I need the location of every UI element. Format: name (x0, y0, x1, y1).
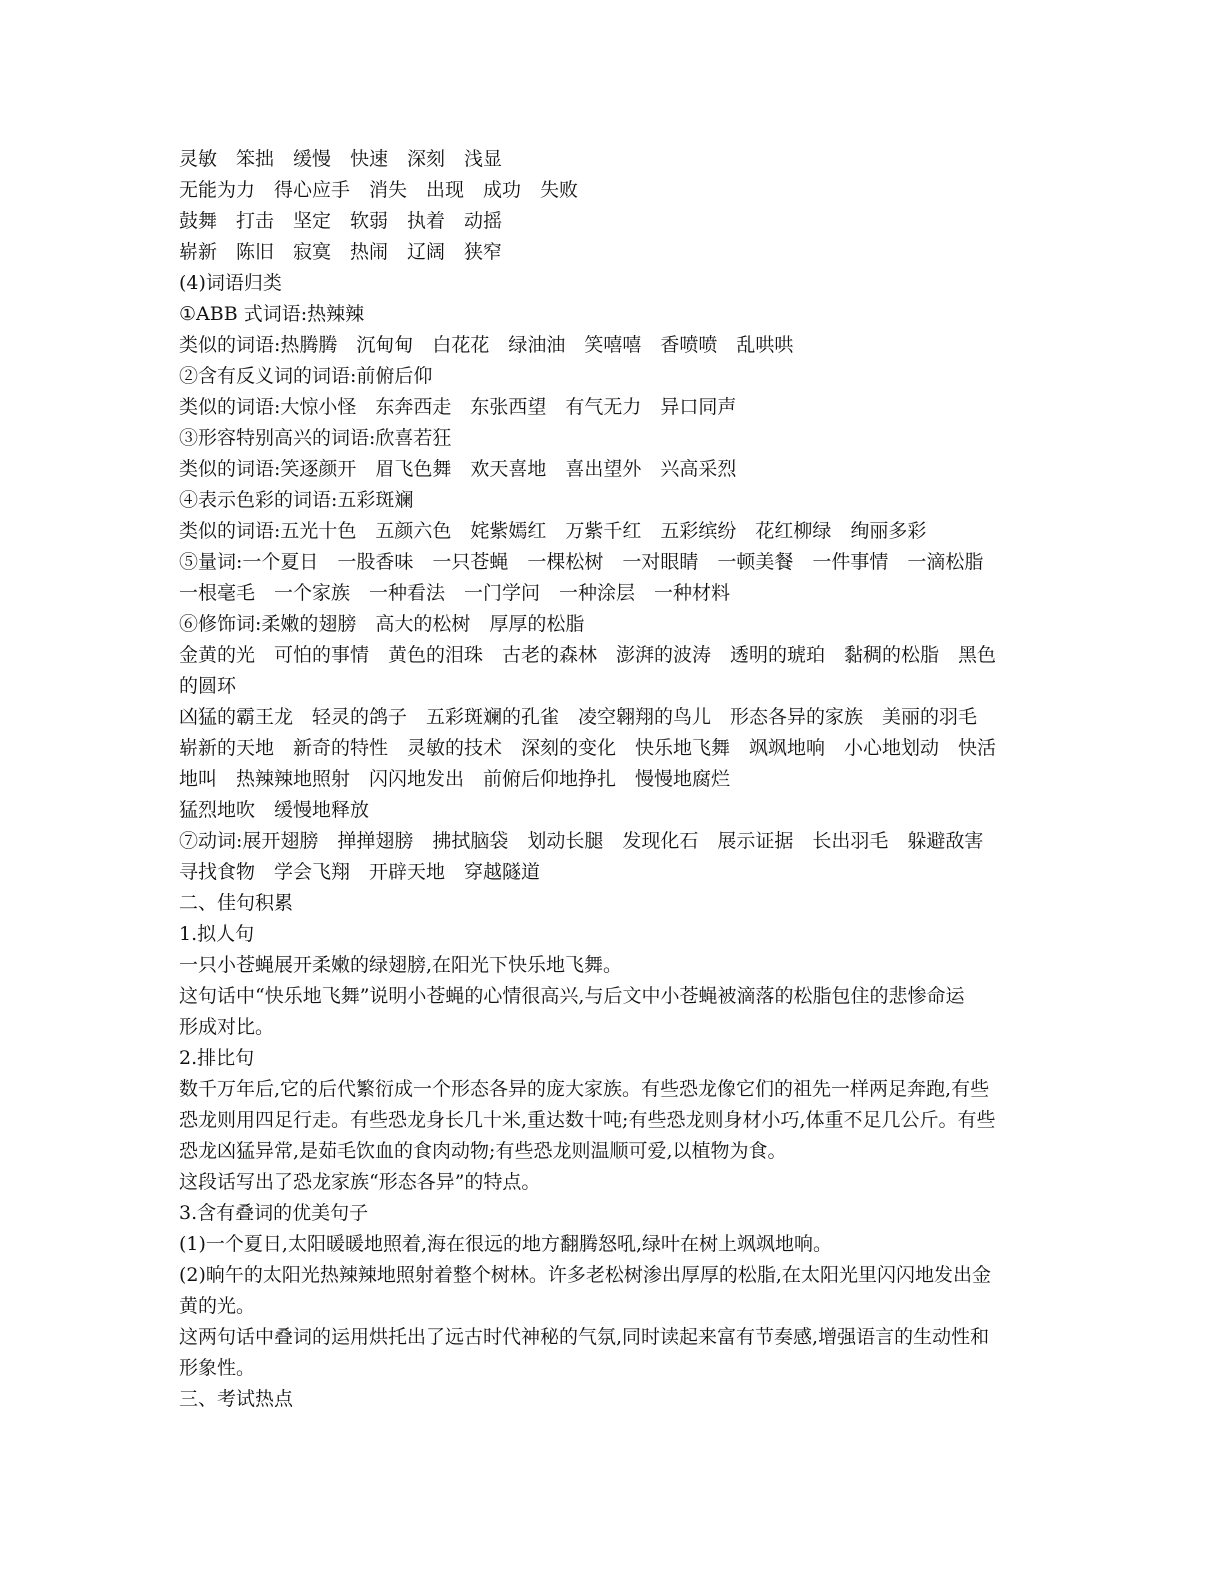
abb-words-heading: ①ABB 式词语:热辣辣 (179, 303, 365, 325)
modifier-words-line-2: 的圆环 (179, 675, 237, 697)
reduplication-note-line-2: 形象性。 (179, 1357, 256, 1379)
modifier-words-line-6: 猛烈地吹 缓慢地释放 (179, 799, 370, 821)
antonym-pairs-line-4: 崭新 陈旧 寂寞 热闹 辽阔 狭窄 (179, 241, 503, 263)
color-similar-words: 类似的词语:五光十色 五颜六色 姹紫嫣红 万紫千红 五彩缤纷 花红柳绿 绚丽多彩 (179, 520, 927, 542)
modifier-words-line-5: 地叫 热辣辣地照射 闪闪地发出 前俯后仰地挣扎 慢慢地腐烂 (179, 768, 731, 790)
abb-similar-words: 类似的词语:热腾腾 沉甸甸 白花花 绿油油 笑嘻嘻 香喷喷 乱哄哄 (179, 334, 794, 356)
color-words-heading: ④表示色彩的词语:五彩斑斓 (179, 489, 414, 511)
reduplication-sentence-2-line-2: 黄的光。 (179, 1295, 256, 1317)
modifier-words-line-3: 凶猛的霸王龙 轻灵的鸽子 五彩斑斓的孔雀 凌空翱翔的鸟儿 形态各异的家族 美丽的羽毛 (179, 706, 978, 728)
modifier-words-heading: ⑥修饰词:柔嫩的翅膀 高大的松树 厚厚的松脂 (179, 613, 585, 635)
reduplication-heading: 3.含有叠词的优美句子 (179, 1202, 369, 1224)
antonym-pairs-line-1: 灵敏 笨拙 缓慢 快速 深刻 浅显 (179, 148, 503, 170)
section-heading-word-classification: (4)词语归类 (179, 272, 282, 294)
reduplication-note-line-1: 这两句话中叠词的运用烘托出了远古时代神秘的气氛,同时读起来富有节奏感,增强语言的生动性和 (179, 1326, 990, 1348)
parallelism-passage-line-1: 数千万年后,它的后代繁衍成一个形态各异的庞大家族。有些恐龙像它们的祖先一样两足奔跑,有些 (179, 1078, 990, 1100)
personification-heading: 1.拟人句 (179, 923, 255, 945)
modifier-words-line-4: 崭新的天地 新奇的特性 灵敏的技术 深刻的变化 快乐地飞舞 飒飒地响 小心地划动 快活 (179, 737, 997, 759)
antonym-words-heading: ②含有反义词的词语:前俯后仰 (179, 365, 433, 387)
parallelism-note: 这段话写出了恐龙家族“形态各异”的特点。 (179, 1171, 541, 1193)
antonym-pairs-line-2: 无能为力 得心应手 消失 出现 成功 失败 (179, 179, 579, 201)
personification-note-line-2: 形成对比。 (179, 1016, 275, 1038)
reduplication-sentence-1: (1)一个夏日,太阳暖暖地照着,海在很远的地方翻腾怒吼,绿叶在树上飒飒地响。 (179, 1233, 833, 1255)
antonym-pairs-line-3: 鼓舞 打击 坚定 软弱 执着 动摇 (179, 210, 503, 232)
parallelism-passage-line-3: 恐龙凶猛异常,是茹毛饮血的食肉动物;有些恐龙则温顺可爱,以植物为食。 (179, 1140, 787, 1162)
personification-note-line-1: 这句话中“快乐地飞舞”说明小苍蝇的心情很高兴,与后文中小苍蝇被滴落的松脂包住的悲惨命运 (179, 985, 965, 1007)
parallelism-passage-line-2: 恐龙则用四足行走。有些恐龙身长几十米,重达数十吨;有些恐龙则身材小巧,体重不足几公斤。有些 (179, 1109, 996, 1131)
happy-similar-words: 类似的词语:笑逐颜开 眉飞色舞 欢天喜地 喜出望外 兴高采烈 (179, 458, 737, 480)
modifier-words-line-1: 金黄的光 可怕的事情 黄色的泪珠 古老的森林 澎湃的波涛 透明的琥珀 黏稠的松脂 黑色 (179, 644, 997, 666)
verb-words-line-2: 寻找食物 学会飞翔 开辟天地 穿越隧道 (179, 861, 541, 883)
measure-words-line-2: 一根毫毛 一个家族 一种看法 一门学问 一种涂层 一种材料 (179, 582, 731, 604)
reduplication-sentence-2-line-1: (2)晌午的太阳光热辣辣地照射着整个树林。许多老松树渗出厚厚的松脂,在太阳光里闪闪地发出金 (179, 1264, 991, 1286)
antonym-similar-words: 类似的词语:大惊小怪 东奔西走 东张西望 有气无力 异口同声 (179, 396, 737, 418)
section-heading-exam-hotspots: 三、考试热点 (179, 1388, 294, 1410)
verb-words-line-1: ⑦动词:展开翅膀 掸掸翅膀 拂拭脑袋 划动长腿 发现化石 展示证据 长出羽毛 躲避敌害 (179, 830, 984, 852)
happy-words-heading: ③形容特别高兴的词语:欣喜若狂 (179, 427, 452, 449)
document-body (179, 144, 1059, 1415)
measure-words-line-1: ⑤量词:一个夏日 一股香味 一只苍蝇 一棵松树 一对眼睛 一顿美餐 一件事情 一滴松脂 (179, 551, 984, 573)
parallelism-heading: 2.排比句 (179, 1047, 255, 1069)
personification-sentence: 一只小苍蝇展开柔嫩的绿翅膀,在阳光下快乐地飞舞。 (179, 954, 623, 976)
section-heading-good-sentences: 二、佳句积累 (179, 892, 294, 914)
